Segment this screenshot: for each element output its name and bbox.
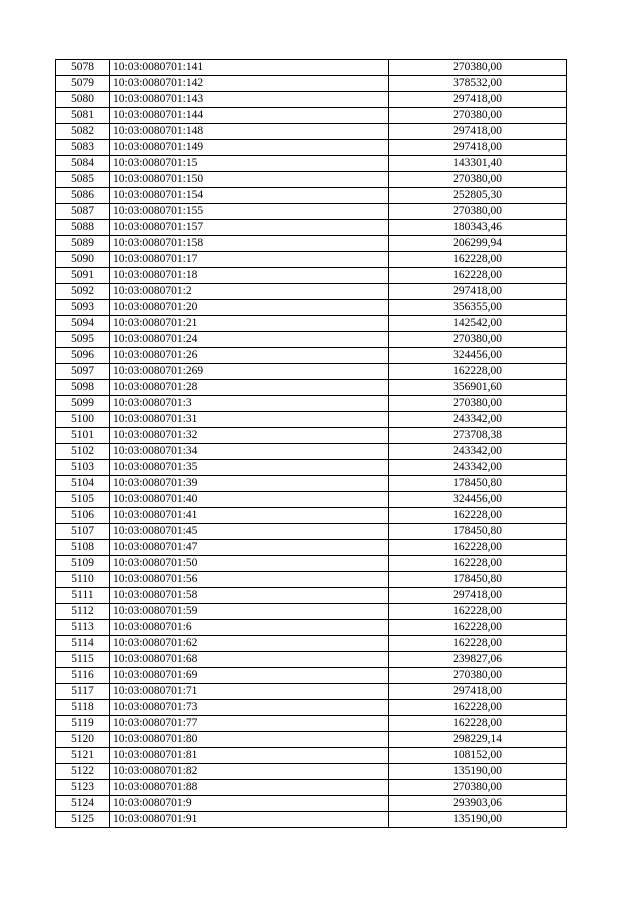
value-cell: 270380,00 <box>389 204 567 220</box>
table-row <box>56 572 567 588</box>
row-number-cell: 5120 <box>56 732 110 748</box>
row-number-cell: 5084 <box>56 156 110 172</box>
cadastral-number-cell: 10:03:0080701:31 <box>110 412 389 428</box>
table-body <box>56 60 567 828</box>
value-cell: 162228,00 <box>389 252 567 268</box>
row-number-cell: 5094 <box>56 316 110 332</box>
table-row <box>56 492 567 508</box>
cadastral-number-cell: 10:03:0080701:6 <box>110 620 389 636</box>
cadastral-number-cell: 10:03:0080701:81 <box>110 748 389 764</box>
value-cell: 297418,00 <box>389 588 567 604</box>
table-row <box>56 284 567 300</box>
value-cell: 324456,00 <box>389 348 567 364</box>
table-row <box>56 476 567 492</box>
row-number-cell: 5111 <box>56 588 110 604</box>
table-row <box>56 748 567 764</box>
table-row <box>56 764 567 780</box>
value-cell: 143301,40 <box>389 156 567 172</box>
row-number-cell: 5123 <box>56 780 110 796</box>
cadastral-number-cell: 10:03:0080701:158 <box>110 236 389 252</box>
cadastral-value-table <box>55 59 567 828</box>
table-row <box>56 412 567 428</box>
cadastral-number-cell: 10:03:0080701:20 <box>110 300 389 316</box>
cadastral-number-cell: 10:03:0080701:142 <box>110 76 389 92</box>
cadastral-number-cell: 10:03:0080701:45 <box>110 524 389 540</box>
table-row <box>56 668 567 684</box>
row-number-cell: 5108 <box>56 540 110 556</box>
value-cell: 162228,00 <box>389 716 567 732</box>
row-number-cell: 5083 <box>56 140 110 156</box>
row-number-cell: 5106 <box>56 508 110 524</box>
row-number-cell: 5109 <box>56 556 110 572</box>
cadastral-number-cell: 10:03:0080701:34 <box>110 444 389 460</box>
row-number-cell: 5101 <box>56 428 110 444</box>
cadastral-number-cell: 10:03:0080701:50 <box>110 556 389 572</box>
cadastral-number-cell: 10:03:0080701:47 <box>110 540 389 556</box>
row-number-cell: 5097 <box>56 364 110 380</box>
table-row <box>56 364 567 380</box>
value-cell: 270380,00 <box>389 396 567 412</box>
value-cell: 178450,80 <box>389 524 567 540</box>
table-row <box>56 620 567 636</box>
cadastral-number-cell: 10:03:0080701:3 <box>110 396 389 412</box>
value-cell: 162228,00 <box>389 364 567 380</box>
cadastral-number-cell: 10:03:0080701:39 <box>110 476 389 492</box>
value-cell: 270380,00 <box>389 332 567 348</box>
value-cell: 356355,00 <box>389 300 567 316</box>
value-cell: 178450,80 <box>389 476 567 492</box>
table-row <box>56 700 567 716</box>
row-number-cell: 5122 <box>56 764 110 780</box>
row-number-cell: 5093 <box>56 300 110 316</box>
table-row <box>56 108 567 124</box>
cadastral-number-cell: 10:03:0080701:149 <box>110 140 389 156</box>
row-number-cell: 5125 <box>56 812 110 828</box>
table-row <box>56 300 567 316</box>
cadastral-number-cell: 10:03:0080701:144 <box>110 108 389 124</box>
cadastral-number-cell: 10:03:0080701:35 <box>110 460 389 476</box>
row-number-cell: 5099 <box>56 396 110 412</box>
cadastral-number-cell: 10:03:0080701:143 <box>110 92 389 108</box>
value-cell: 378532,00 <box>389 76 567 92</box>
value-cell: 243342,00 <box>389 444 567 460</box>
cadastral-number-cell: 10:03:0080701:155 <box>110 204 389 220</box>
cadastral-number-cell: 10:03:0080701:88 <box>110 780 389 796</box>
table-row <box>56 236 567 252</box>
value-cell: 270380,00 <box>389 780 567 796</box>
row-number-cell: 5092 <box>56 284 110 300</box>
cadastral-number-cell: 10:03:0080701:17 <box>110 252 389 268</box>
table-row <box>56 396 567 412</box>
value-cell: 135190,00 <box>389 764 567 780</box>
row-number-cell: 5102 <box>56 444 110 460</box>
table-row <box>56 524 567 540</box>
value-cell: 270380,00 <box>389 60 567 76</box>
cadastral-number-cell: 10:03:0080701:69 <box>110 668 389 684</box>
row-number-cell: 5080 <box>56 92 110 108</box>
cadastral-number-cell: 10:03:0080701:28 <box>110 380 389 396</box>
cadastral-number-cell: 10:03:0080701:141 <box>110 60 389 76</box>
table-row <box>56 76 567 92</box>
row-number-cell: 5110 <box>56 572 110 588</box>
table-row <box>56 796 567 812</box>
cadastral-number-cell: 10:03:0080701:82 <box>110 764 389 780</box>
row-number-cell: 5095 <box>56 332 110 348</box>
table-row <box>56 156 567 172</box>
row-number-cell: 5115 <box>56 652 110 668</box>
table-row <box>56 348 567 364</box>
value-cell: 162228,00 <box>389 556 567 572</box>
row-number-cell: 5078 <box>56 60 110 76</box>
value-cell: 324456,00 <box>389 492 567 508</box>
value-cell: 180343,46 <box>389 220 567 236</box>
value-cell: 293903,06 <box>389 796 567 812</box>
row-number-cell: 5088 <box>56 220 110 236</box>
value-cell: 297418,00 <box>389 684 567 700</box>
row-number-cell: 5104 <box>56 476 110 492</box>
cadastral-number-cell: 10:03:0080701:24 <box>110 332 389 348</box>
table-row <box>56 444 567 460</box>
value-cell: 270380,00 <box>389 668 567 684</box>
table-row <box>56 316 567 332</box>
value-cell: 270380,00 <box>389 172 567 188</box>
table-row <box>56 428 567 444</box>
table-row <box>56 460 567 476</box>
row-number-cell: 5117 <box>56 684 110 700</box>
row-number-cell: 5107 <box>56 524 110 540</box>
value-cell: 297418,00 <box>389 140 567 156</box>
row-number-cell: 5105 <box>56 492 110 508</box>
table-row <box>56 172 567 188</box>
value-cell: 273708,38 <box>389 428 567 444</box>
cadastral-number-cell: 10:03:0080701:21 <box>110 316 389 332</box>
cadastral-number-cell: 10:03:0080701:9 <box>110 796 389 812</box>
value-cell: 162228,00 <box>389 604 567 620</box>
row-number-cell: 5098 <box>56 380 110 396</box>
row-number-cell: 5112 <box>56 604 110 620</box>
value-cell: 243342,00 <box>389 460 567 476</box>
value-cell: 206299,94 <box>389 236 567 252</box>
cadastral-number-cell: 10:03:0080701:73 <box>110 700 389 716</box>
cadastral-number-cell: 10:03:0080701:71 <box>110 684 389 700</box>
row-number-cell: 5091 <box>56 268 110 284</box>
row-number-cell: 5089 <box>56 236 110 252</box>
cadastral-number-cell: 10:03:0080701:148 <box>110 124 389 140</box>
value-cell: 135190,00 <box>389 812 567 828</box>
row-number-cell: 5085 <box>56 172 110 188</box>
row-number-cell: 5118 <box>56 700 110 716</box>
table-row <box>56 268 567 284</box>
row-number-cell: 5121 <box>56 748 110 764</box>
value-cell: 239827,06 <box>389 652 567 668</box>
table-row <box>56 716 567 732</box>
table-row <box>56 188 567 204</box>
table-row <box>56 780 567 796</box>
value-cell: 162228,00 <box>389 540 567 556</box>
row-number-cell: 5103 <box>56 460 110 476</box>
value-cell: 298229,14 <box>389 732 567 748</box>
cadastral-number-cell: 10:03:0080701:154 <box>110 188 389 204</box>
cadastral-number-cell: 10:03:0080701:269 <box>110 364 389 380</box>
cadastral-number-cell: 10:03:0080701:41 <box>110 508 389 524</box>
value-cell: 162228,00 <box>389 700 567 716</box>
row-number-cell: 5082 <box>56 124 110 140</box>
row-number-cell: 5113 <box>56 620 110 636</box>
cadastral-number-cell: 10:03:0080701:80 <box>110 732 389 748</box>
value-cell: 297418,00 <box>389 284 567 300</box>
value-cell: 162228,00 <box>389 620 567 636</box>
value-cell: 270380,00 <box>389 108 567 124</box>
table-row <box>56 508 567 524</box>
table-row <box>56 636 567 652</box>
value-cell: 162228,00 <box>389 268 567 284</box>
table-row <box>56 588 567 604</box>
cadastral-number-cell: 10:03:0080701:32 <box>110 428 389 444</box>
value-cell: 243342,00 <box>389 412 567 428</box>
row-number-cell: 5087 <box>56 204 110 220</box>
table-row <box>56 732 567 748</box>
table-row <box>56 332 567 348</box>
table-row <box>56 60 567 76</box>
table-row <box>56 540 567 556</box>
table-row <box>56 204 567 220</box>
table-row <box>56 604 567 620</box>
table-row <box>56 684 567 700</box>
value-cell: 108152,00 <box>389 748 567 764</box>
cadastral-number-cell: 10:03:0080701:62 <box>110 636 389 652</box>
value-cell: 162228,00 <box>389 508 567 524</box>
cadastral-number-cell: 10:03:0080701:58 <box>110 588 389 604</box>
table-row <box>56 92 567 108</box>
row-number-cell: 5096 <box>56 348 110 364</box>
table-row <box>56 556 567 572</box>
value-cell: 178450,80 <box>389 572 567 588</box>
table-row <box>56 252 567 268</box>
cadastral-number-cell: 10:03:0080701:91 <box>110 812 389 828</box>
cadastral-number-cell: 10:03:0080701:26 <box>110 348 389 364</box>
value-cell: 297418,00 <box>389 124 567 140</box>
cadastral-number-cell: 10:03:0080701:68 <box>110 652 389 668</box>
cadastral-number-cell: 10:03:0080701:157 <box>110 220 389 236</box>
value-cell: 142542,00 <box>389 316 567 332</box>
row-number-cell: 5119 <box>56 716 110 732</box>
value-cell: 162228,00 <box>389 636 567 652</box>
value-cell: 356901,60 <box>389 380 567 396</box>
row-number-cell: 5116 <box>56 668 110 684</box>
row-number-cell: 5086 <box>56 188 110 204</box>
cadastral-number-cell: 10:03:0080701:59 <box>110 604 389 620</box>
row-number-cell: 5090 <box>56 252 110 268</box>
row-number-cell: 5081 <box>56 108 110 124</box>
cadastral-number-cell: 10:03:0080701:150 <box>110 172 389 188</box>
table-row <box>56 140 567 156</box>
table-row <box>56 220 567 236</box>
table-row <box>56 380 567 396</box>
cadastral-number-cell: 10:03:0080701:56 <box>110 572 389 588</box>
row-number-cell: 5100 <box>56 412 110 428</box>
cadastral-number-cell: 10:03:0080701:2 <box>110 284 389 300</box>
row-number-cell: 5114 <box>56 636 110 652</box>
table-row <box>56 124 567 140</box>
cadastral-number-cell: 10:03:0080701:40 <box>110 492 389 508</box>
row-number-cell: 5079 <box>56 76 110 92</box>
table-row <box>56 812 567 828</box>
row-number-cell: 5124 <box>56 796 110 812</box>
cadastral-number-cell: 10:03:0080701:77 <box>110 716 389 732</box>
cadastral-number-cell: 10:03:0080701:15 <box>110 156 389 172</box>
table-row <box>56 652 567 668</box>
value-cell: 252805,30 <box>389 188 567 204</box>
cadastral-number-cell: 10:03:0080701:18 <box>110 268 389 284</box>
value-cell: 297418,00 <box>389 92 567 108</box>
